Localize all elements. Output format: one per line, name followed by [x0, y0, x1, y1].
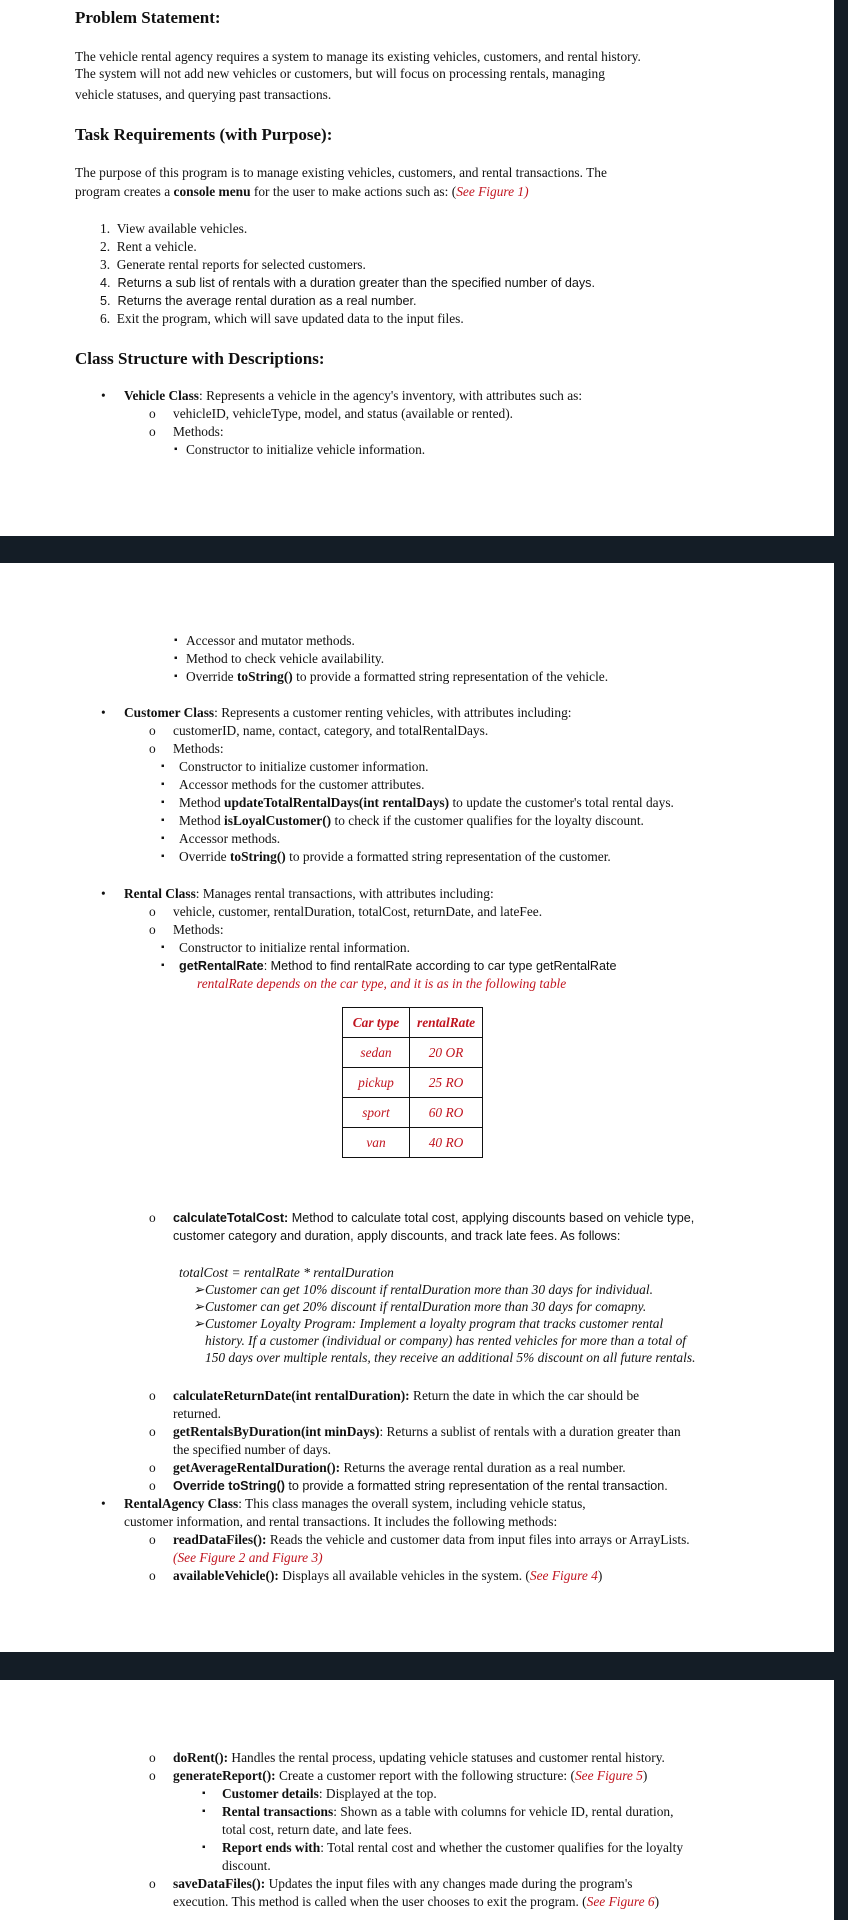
list-item: 2. Rent a vehicle. — [100, 239, 197, 254]
table-row — [343, 1038, 483, 1068]
discount-rule-line: 150 days over multiple rentals, they receive an additional 5% discount on all future rentals. — [205, 1350, 696, 1365]
arrow-bullet-icon: ➢ — [193, 1282, 205, 1297]
save-data-files: saveDataFiles(): Updates the input files with any changes made during the program's — [173, 1876, 633, 1891]
method-item: Accessor methods. — [179, 831, 281, 846]
table-cell: 20 OR — [410, 1038, 483, 1068]
bullet-icon: • — [101, 886, 106, 901]
discount-rule-line: history. If a customer (individual or company) has rented vehicles for more than a total of — [205, 1333, 687, 1348]
discount-rule: Customer can get 20% discount if rentalDuration more than 30 days for comapny. — [205, 1299, 647, 1314]
arrow-bullet-icon: ➢ — [193, 1316, 205, 1331]
circle-bullet-icon: o — [149, 1768, 156, 1783]
problem-line: The system will not add new vehicles or customers, but will focus on processing rentals, managing — [75, 66, 605, 81]
save-data-files-line: execution. This method is called when the user chooses to exit the program. (See Figure 6) — [173, 1894, 660, 1909]
circle-bullet-icon: o — [149, 904, 156, 919]
task-line: program creates a console menu for the user to make actions such as: (See Figure 1) — [75, 184, 529, 199]
circle-bullet-icon: o — [149, 1210, 156, 1225]
circle-bullet-icon: o — [149, 741, 156, 756]
calc-total-cost-line: customer category and duration, apply discounts, and track late fees. As follows: — [173, 1229, 621, 1243]
methods-label: Methods: — [173, 741, 224, 756]
report-structure-item: Customer details: Displayed at the top. — [222, 1786, 437, 1801]
square-bullet-icon: ▪ — [161, 851, 165, 862]
page-separator — [0, 536, 848, 563]
report-structure-line: discount. — [222, 1858, 271, 1873]
figure-ref: See Figure 4 — [529, 1568, 598, 1583]
average-duration: getAverageRentalDuration(): Returns the average rental duration as a real number. — [173, 1460, 626, 1475]
problem-heading: Problem Statement: — [75, 8, 221, 27]
table-cell: sport — [343, 1098, 410, 1128]
bullet-icon: • — [101, 388, 106, 403]
calc-return-date-line: returned. — [173, 1406, 221, 1421]
rental-tostring: Override toString() to provide a formatted string representation of the rental transaction. — [173, 1479, 668, 1493]
square-bullet-icon: ▪ — [161, 815, 165, 826]
method-item: getRentalRate: Method to find rentalRate according to car type getRentalRate — [179, 959, 617, 973]
figure-ref: See Figure 6 — [586, 1894, 655, 1909]
table-row — [343, 1068, 483, 1098]
circle-bullet-icon: o — [149, 1532, 156, 1547]
problem-line: The vehicle rental agency requires a system to manage its existing vehicles, customers, and rental history. — [75, 49, 641, 64]
square-bullet-icon: ▪ — [161, 761, 165, 772]
square-bullet-icon: ▪ — [161, 833, 165, 844]
list-item: 3. Generate rental reports for selected customers. — [100, 257, 366, 272]
circle-bullet-icon: o — [149, 1424, 156, 1439]
arrow-bullet-icon: ➢ — [193, 1299, 205, 1314]
list-item: 6. Exit the program, which will save updated data to the input files. — [100, 311, 464, 326]
circle-bullet-icon: o — [149, 1388, 156, 1403]
table-cell: 40 RO — [410, 1128, 483, 1158]
method-item: Accessor and mutator methods. — [186, 633, 355, 648]
agency-class-title: RentalAgency Class: This class manages the overall system, including vehicle status, — [124, 1496, 586, 1511]
generate-report: generateReport(): Create a customer report with the following structure: (See Figure 5) — [173, 1768, 648, 1783]
class-structure-heading: Class Structure with Descriptions: — [75, 349, 325, 368]
figure-ref: (See Figure 2 and Figure 3) — [173, 1550, 323, 1565]
rental-rate-table — [342, 1007, 483, 1158]
document-page-3 — [0, 1680, 834, 1920]
report-structure-item: Report ends with: Total rental cost and whether the customer qualifies for the loyalty — [222, 1840, 684, 1855]
bullet-icon: • — [101, 705, 106, 720]
vehicle-attrs: vehicleID, vehicleType, model, and status (available or rented). — [173, 406, 514, 421]
method-item: Constructor to initialize customer information. — [179, 759, 429, 774]
cost-formula: totalCost = rentalRate * rentalDuration — [179, 1265, 394, 1280]
method-item: Method isLoyalCustomer() to check if the customer qualifies for the loyalty discount. — [179, 813, 644, 828]
circle-bullet-icon: o — [149, 723, 156, 738]
figure-ref: See Figure 1 — [456, 184, 525, 199]
methods-label: Methods: — [173, 424, 224, 439]
circle-bullet-icon: o — [149, 424, 156, 439]
task-heading: Task Requirements (with Purpose): — [75, 125, 333, 144]
document-page-1 — [0, 0, 834, 536]
method-item: Constructor to initialize rental information. — [179, 940, 410, 955]
read-data-files: readDataFiles(): Reads the vehicle and customer data from input files into arrays or ArrayLists. — [173, 1532, 690, 1547]
available-vehicle: availableVehicle(): Displays all available vehicles in the system. (See Figure 4) — [173, 1568, 603, 1583]
table-cell: sedan — [343, 1038, 410, 1068]
list-item: 5. Returns the average rental duration as a real number. — [100, 294, 417, 308]
rentals-by-duration-line: the specified number of days. — [173, 1442, 332, 1457]
method-item: Override toString() to provide a formatted string representation of the vehicle. — [186, 669, 609, 684]
square-bullet-icon: ▪ — [202, 1806, 206, 1817]
table-header: rentalRate — [410, 1008, 483, 1038]
table-cell: van — [343, 1128, 410, 1158]
rentals-by-duration: getRentalsByDuration(int minDays): Returns a sublist of rentals with a duration greater than — [173, 1424, 681, 1439]
page-separator — [0, 1652, 848, 1680]
square-bullet-icon: ▪ — [174, 671, 178, 682]
square-bullet-icon: ▪ — [174, 444, 178, 455]
square-bullet-icon: ▪ — [161, 779, 165, 790]
list-item: 1. View available vehicles. — [100, 221, 248, 236]
rental-attrs: vehicle, customer, rentalDuration, totalCost, returnDate, and lateFee. — [173, 904, 543, 919]
rental-rate-note: rentalRate depends on the car type, and it is as in the following table — [197, 976, 567, 991]
square-bullet-icon: ▪ — [202, 1788, 206, 1799]
method-item: Method to check vehicle availability. — [186, 651, 385, 666]
method-item: Method updateTotalRentalDays(int rentalDays) to update the customer's total rental days. — [179, 795, 674, 810]
report-structure-line: total cost, return date, and late fees. — [222, 1822, 412, 1837]
circle-bullet-icon: o — [149, 1460, 156, 1475]
agency-desc-line: customer information, and rental transactions. It includes the following methods: — [124, 1514, 558, 1529]
circle-bullet-icon: o — [149, 922, 156, 937]
circle-bullet-icon: o — [149, 1568, 156, 1583]
circle-bullet-icon: o — [149, 1750, 156, 1765]
table-row — [343, 1128, 483, 1158]
task-line: The purpose of this program is to manage existing vehicles, customers, and rental transactions. The — [75, 165, 607, 180]
do-rent: doRent(): Handles the rental process, updating vehicle statuses and customer rental history. — [173, 1750, 665, 1765]
report-structure-item: Rental transactions: Shown as a table with columns for vehicle ID, rental duration, — [222, 1804, 674, 1819]
method-item: Override toString() to provide a formatted string representation of the customer. — [179, 849, 611, 864]
methods-label: Methods: — [173, 922, 224, 937]
table-cell: pickup — [343, 1068, 410, 1098]
square-bullet-icon: ▪ — [161, 942, 165, 953]
circle-bullet-icon: o — [149, 1478, 156, 1493]
table-cell: 25 RO — [410, 1068, 483, 1098]
circle-bullet-icon: o — [149, 406, 156, 421]
right-edge-strip — [834, 0, 848, 1920]
discount-rule: Customer can get 10% discount if rentalDuration more than 30 days for individual. — [205, 1282, 653, 1297]
square-bullet-icon: ▪ — [202, 1842, 206, 1853]
customer-class-title: Customer Class: Represents a customer renting vehicles, with attributes including: — [124, 705, 572, 720]
document-page-2 — [0, 563, 834, 1652]
square-bullet-icon: ▪ — [174, 653, 178, 664]
table-header: Car type — [343, 1008, 410, 1038]
list-item: 4. Returns a sub list of rentals with a duration greater than the specified number of days. — [100, 276, 595, 290]
figure-ref: See Figure 5 — [574, 1768, 643, 1783]
rental-class-title: Rental Class: Manages rental transactions, with attributes including: — [124, 886, 494, 901]
table-cell: 60 RO — [410, 1098, 483, 1128]
calc-return-date: calculateReturnDate(int rentalDuration): Return the date in which the car should be — [173, 1388, 640, 1403]
vehicle-class-title: Vehicle Class: Represents a vehicle in the agency's inventory, with attributes such as: — [124, 388, 583, 403]
table-header-row — [343, 1008, 483, 1038]
bullet-icon: • — [101, 1496, 106, 1511]
square-bullet-icon: ▪ — [174, 635, 178, 646]
square-bullet-icon: ▪ — [161, 960, 165, 971]
customer-attrs: customerID, name, contact, category, and totalRentalDays. — [173, 723, 489, 738]
calc-total-cost: calculateTotalCost: Method to calculate total cost, applying discounts based on vehicle type, — [173, 1211, 695, 1225]
square-bullet-icon: ▪ — [161, 797, 165, 808]
table-row — [343, 1098, 483, 1128]
method-item: Accessor methods for the customer attributes. — [179, 777, 425, 792]
circle-bullet-icon: o — [149, 1876, 156, 1891]
problem-line: vehicle statuses, and querying past transactions. — [75, 87, 332, 102]
discount-rule: Customer Loyalty Program: Implement a loyalty program that tracks customer rental — [205, 1316, 664, 1331]
method-item: Constructor to initialize vehicle information. — [186, 442, 426, 457]
console-menu-term: console menu — [173, 184, 251, 199]
